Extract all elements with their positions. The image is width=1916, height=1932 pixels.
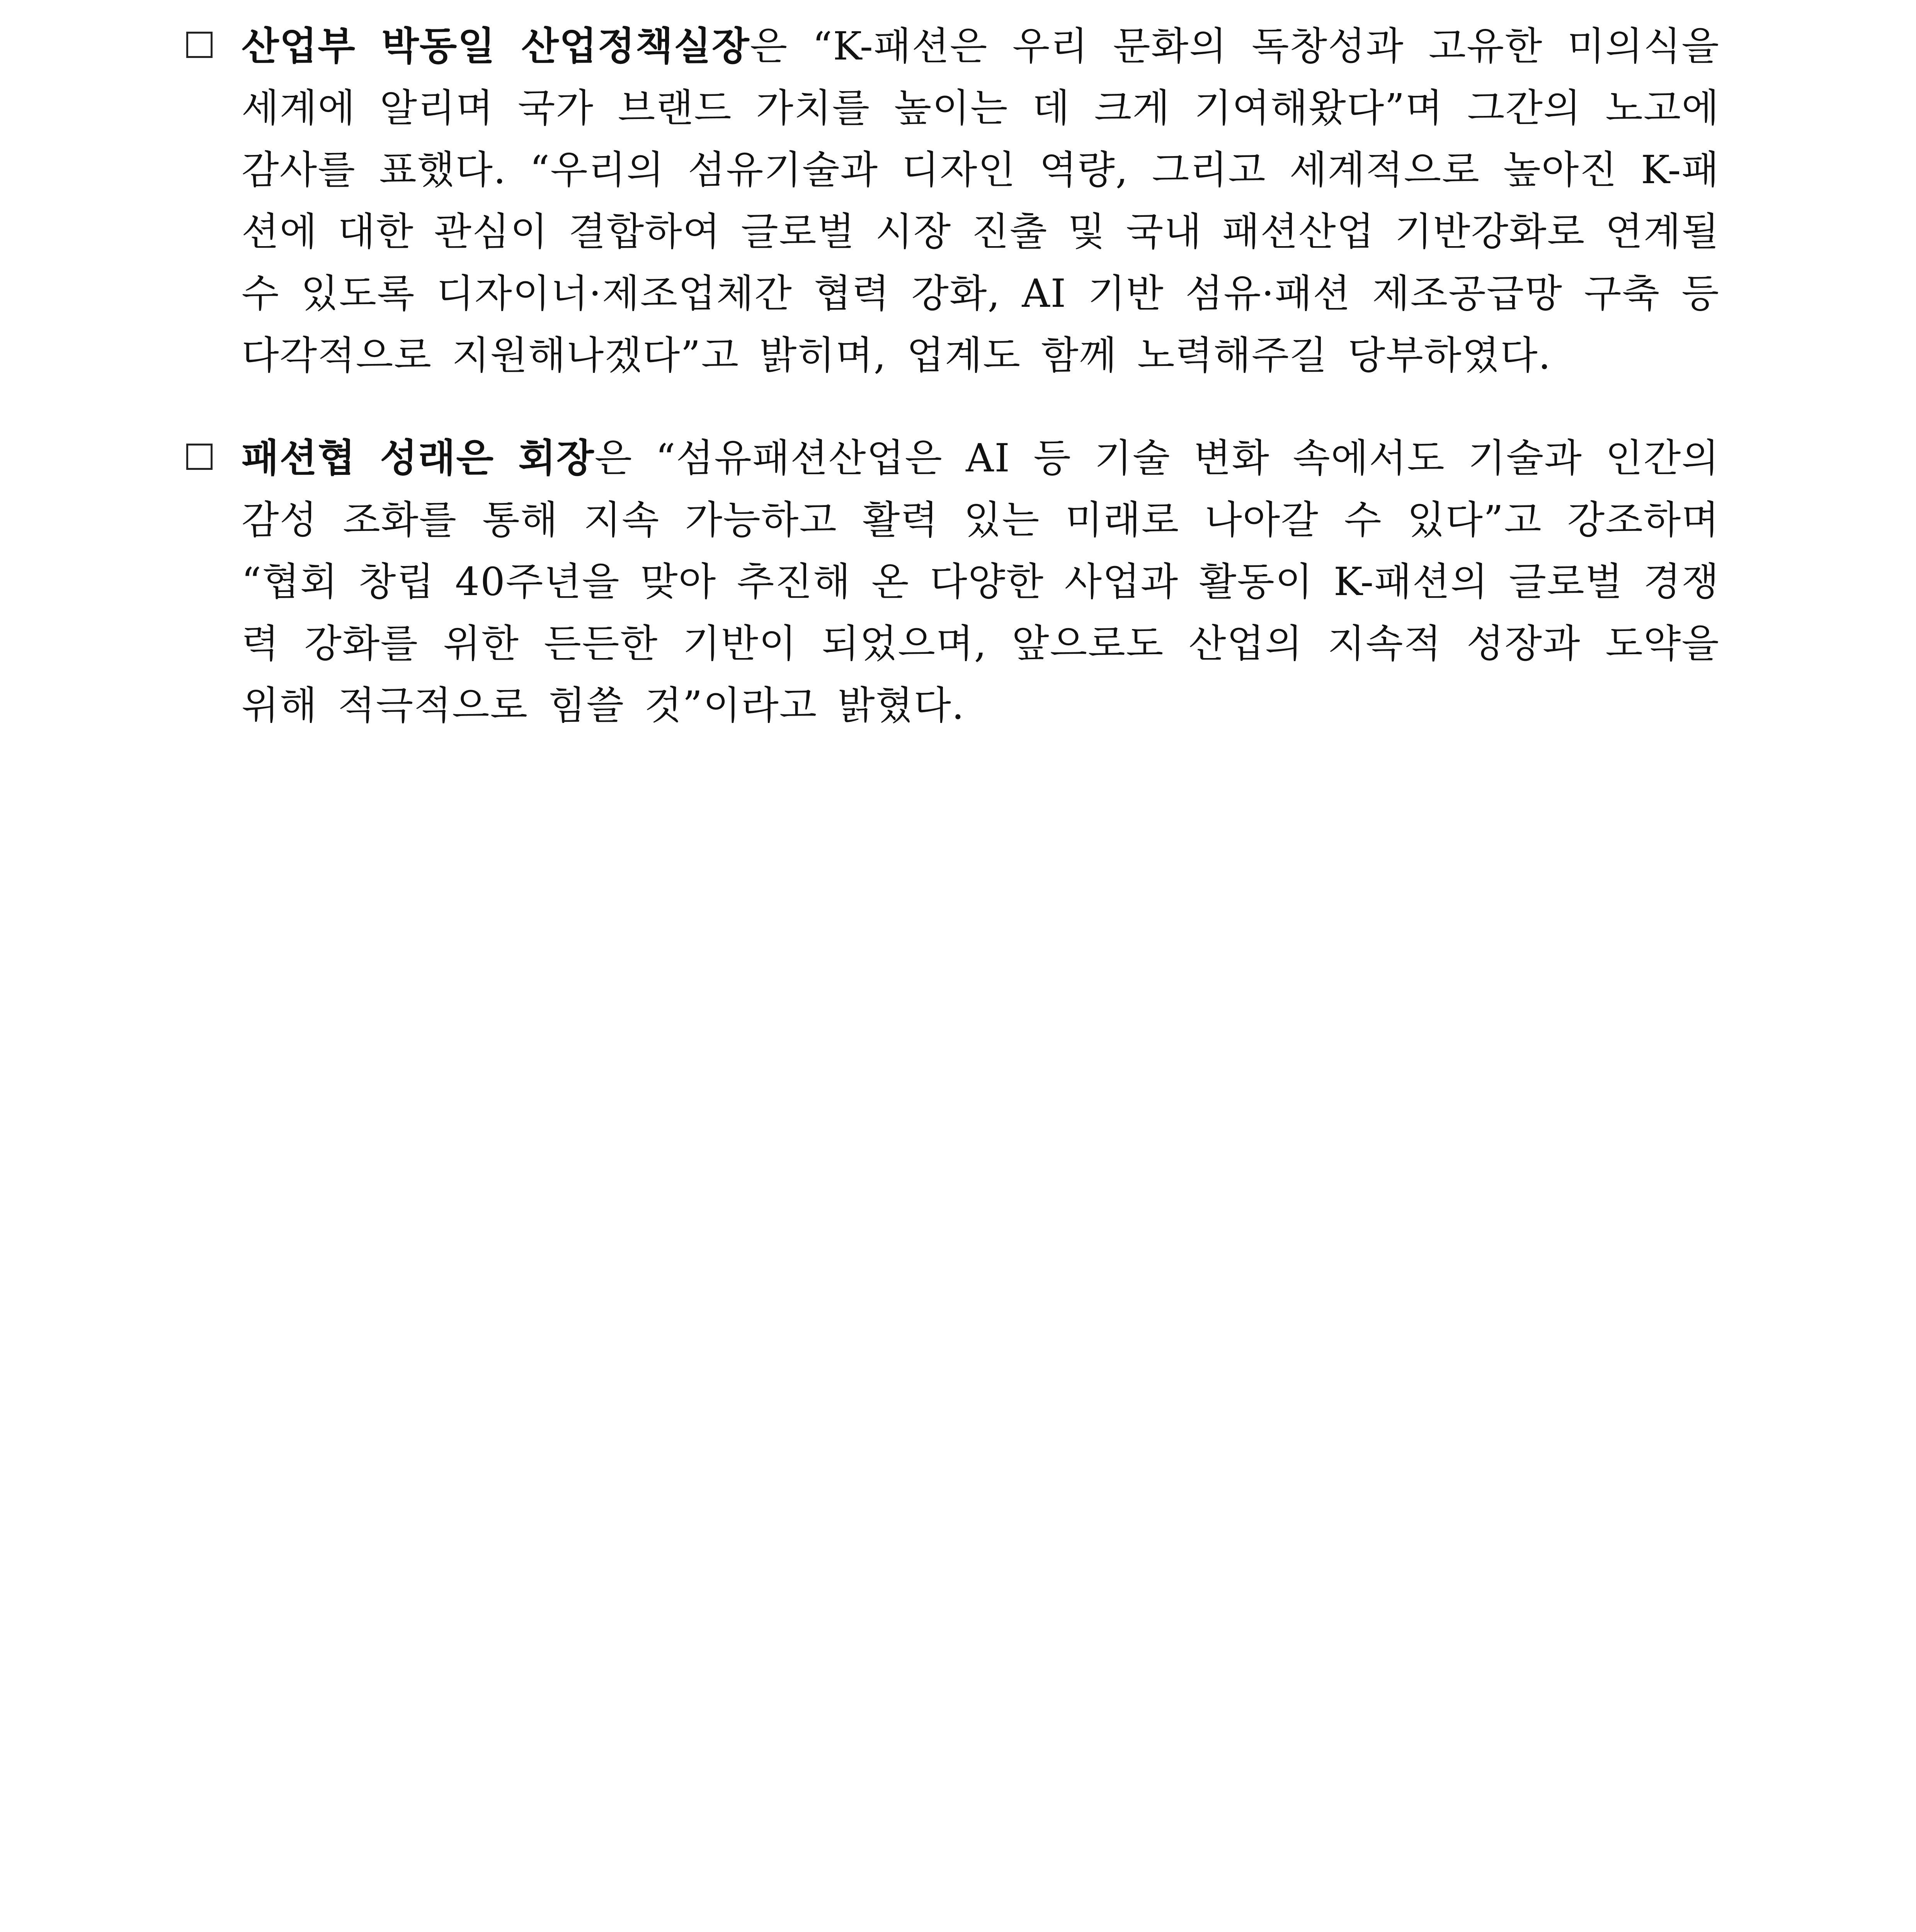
checkbox-bullet-icon xyxy=(186,444,213,470)
paragraph-text xyxy=(242,15,1720,386)
paragraph-body: 은 “섬유패션산업은 AI 등 기술 변화 속에서도 기술과 인간의 감성 조화를 통해 지속 가능하고 활력 있는 미래로 나아갈 수 있다”고 강조하며 “협회 창립 40주년을 맞아 추진해 온 다양한 사업과 활동이 K-패션의 글로벌 경쟁력 강화를 위한 든든한 기반이 되었으며, 앞으로도 산업의 지속적 성장과 도약을 위해 적극적으로 힘쓸 것”이라고 밝혔다. xyxy=(242,435,1720,728)
paragraph-fashion-association-chair xyxy=(182,427,1720,736)
paragraph-body: 은 “K-패션은 우리 문화의 독창성과 고유한 미의식을 세계에 알리며 국가 브랜드 가치를 높이는 데 크게 기여해왔다”며 그간의 노고에 감사를 표했다. “우리의 섬유기술과 디자인 역량, 그리고 세계적으로 높아진 K-패션에 대한 관심이 결합하여 글로벌 시장 진출 및 국내 패션산업 기반강화로 연계될 수 있도록 디자이너·제조업체간 협력 강화, AI 기반 섬유·패션 제조공급망 구축 등 다각적으로 지원해나겠다”고 밝히며, 업계도 함께 노력해주길 당부하였다. xyxy=(242,24,1720,378)
paragraph-lead: 산업부 박동일 산업정책실장 xyxy=(242,24,750,69)
paragraph-industry-policy-director xyxy=(182,15,1720,386)
checkbox-bullet-icon xyxy=(186,32,213,58)
paragraph-lead: 패션협 성래은 회장 xyxy=(242,435,595,481)
paragraph-text xyxy=(242,427,1720,736)
